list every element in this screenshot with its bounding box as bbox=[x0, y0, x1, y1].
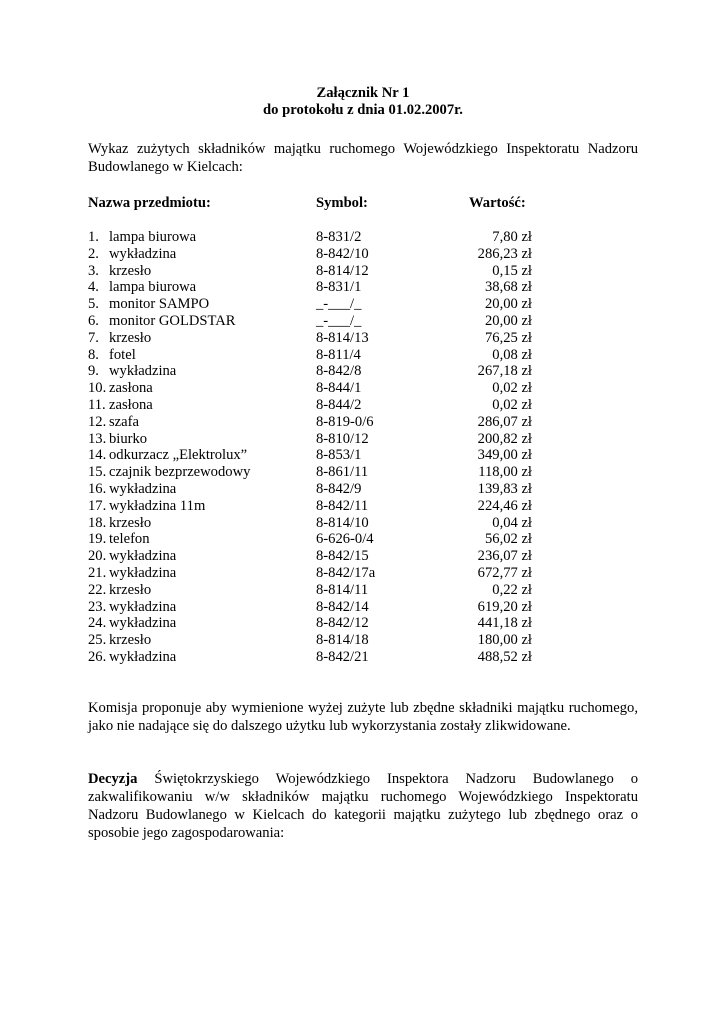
list-item bbox=[88, 246, 638, 263]
item-value: 139,83 zł bbox=[477, 480, 532, 497]
item-number: 9. bbox=[88, 363, 99, 380]
item-name: monitor GOLDSTAR bbox=[109, 312, 236, 329]
item-name: telefon bbox=[109, 531, 150, 548]
item-number: 18. bbox=[88, 514, 107, 531]
item-name: wykładzina 11m bbox=[109, 497, 206, 514]
item-symbol: 8-814/13 bbox=[316, 329, 369, 346]
item-value: 236,07 zł bbox=[477, 548, 532, 565]
item-value: 619,20 zł bbox=[477, 598, 532, 615]
item-value: 672,77 zł bbox=[477, 564, 532, 581]
item-value: 224,46 zł bbox=[477, 497, 532, 514]
item-value: 0,22 zł bbox=[492, 581, 532, 598]
item-value: 0,04 zł bbox=[492, 514, 532, 531]
list-item bbox=[88, 363, 638, 380]
item-value: 76,25 zł bbox=[484, 329, 532, 346]
item-value: 0,02 zł bbox=[492, 396, 532, 413]
title-line-1: Załącznik Nr 1 bbox=[316, 85, 410, 101]
title-line-2: do protokołu z dnia 01.02.2007r. bbox=[263, 102, 463, 118]
item-symbol: 8-811/4 bbox=[316, 346, 361, 363]
item-symbol: 8-842/8 bbox=[316, 363, 362, 380]
closing-paragraph: Komisja proponuje aby wymienione wyżej zużyte lub zbędne składniki majątku ruchomego, jako nie nadające się do dalszego użytku lub wykorzystania zostały zlikwidowane. bbox=[88, 699, 638, 734]
item-number: 3. bbox=[88, 262, 99, 279]
list-item bbox=[88, 565, 638, 582]
list-item bbox=[88, 330, 638, 347]
item-symbol: 8-842/11 bbox=[316, 497, 369, 514]
item-name: monitor SAMPO bbox=[109, 296, 210, 313]
item-value: 267,18 zł bbox=[477, 363, 532, 380]
item-symbol: 8-842/14 bbox=[316, 598, 369, 615]
item-value: 20,00 zł bbox=[484, 296, 532, 313]
list-item bbox=[88, 279, 638, 296]
item-value: 38,68 zł bbox=[484, 279, 532, 296]
item-name: zasłona bbox=[109, 380, 153, 397]
document-page bbox=[88, 85, 638, 842]
list-item bbox=[88, 498, 638, 515]
list-item bbox=[88, 397, 638, 414]
header-symbol: Symbol: bbox=[316, 195, 368, 211]
item-name: krzesło bbox=[109, 329, 152, 346]
item-number: 24. bbox=[88, 615, 107, 632]
intro-paragraph: Wykaz zużytych składników majątku ruchomego Wojewódzkiego Inspektoratu Nadzoru Budowlanego w Kielcach: bbox=[88, 141, 638, 175]
item-symbol: 8-861/11 bbox=[316, 464, 369, 481]
list-item bbox=[88, 615, 638, 632]
item-symbol: _-___/_ bbox=[316, 312, 362, 329]
item-name: wykładzina bbox=[109, 598, 177, 615]
item-number: 6. bbox=[88, 312, 99, 329]
items-list bbox=[88, 229, 638, 666]
list-item bbox=[88, 599, 638, 616]
item-symbol: 8-844/1 bbox=[316, 380, 362, 397]
decision-text: Świętokrzyskiego Wojewódzkiego Inspektora Nadzoru Budowlanego o zakwalifikowaniu w/w składników majątku ruchomego Wojewódzkiego Inspektoratu Nadzoru Budowlanego w Kielcach do kategorii majątku zużytego lub zbędnego oraz o sposobie jego zagospodarowania: bbox=[88, 770, 638, 841]
decision-lead: Decyzja bbox=[88, 770, 138, 787]
item-number: 14. bbox=[88, 447, 107, 464]
item-value: 0,02 zł bbox=[492, 380, 532, 397]
header-name: Nazwa przedmiotu: bbox=[88, 195, 211, 211]
item-name: wykładzina bbox=[109, 363, 177, 380]
item-symbol: 8-844/2 bbox=[316, 396, 362, 413]
item-symbol: 8-819-0/6 bbox=[316, 413, 374, 430]
list-item bbox=[88, 515, 638, 532]
item-name: wykładzina bbox=[109, 480, 177, 497]
list-item bbox=[88, 347, 638, 364]
item-name: krzesło bbox=[109, 632, 152, 649]
item-number: 23. bbox=[88, 598, 107, 615]
item-value: 180,00 zł bbox=[477, 632, 532, 649]
item-number: 11. bbox=[88, 396, 106, 413]
item-symbol: 8-831/1 bbox=[316, 279, 362, 296]
item-value: 286,23 zł bbox=[477, 245, 532, 262]
item-number: 13. bbox=[88, 430, 107, 447]
item-symbol: 8-814/18 bbox=[316, 632, 369, 649]
item-number: 5. bbox=[88, 296, 99, 313]
item-symbol: 8-810/12 bbox=[316, 430, 369, 447]
item-symbol: 8-814/10 bbox=[316, 514, 369, 531]
item-name: wykładzina bbox=[109, 615, 177, 632]
item-value: 441,18 zł bbox=[477, 615, 532, 632]
item-name: wykładzina bbox=[109, 548, 177, 565]
item-name: zasłona bbox=[109, 396, 153, 413]
item-value: 200,82 zł bbox=[477, 430, 532, 447]
item-name: odkurzacz „Elektrolux” bbox=[109, 447, 248, 464]
item-name: krzesło bbox=[109, 262, 152, 279]
item-name: biurko bbox=[109, 430, 148, 447]
item-name: czajnik bezprzewodowy bbox=[109, 464, 251, 481]
item-value: 0,15 zł bbox=[492, 262, 532, 279]
item-number: 21. bbox=[88, 564, 107, 581]
item-symbol: 8-842/21 bbox=[316, 648, 369, 665]
item-number: 15. bbox=[88, 464, 107, 481]
item-number: 7. bbox=[88, 329, 99, 346]
item-number: 12. bbox=[88, 413, 107, 430]
item-value: 118,00 zł bbox=[478, 464, 532, 481]
document-title bbox=[88, 85, 638, 119]
item-number: 2. bbox=[88, 245, 99, 262]
item-name: lampa biurowa bbox=[109, 279, 197, 296]
list-item bbox=[88, 431, 638, 448]
item-number: 22. bbox=[88, 581, 107, 598]
list-item bbox=[88, 313, 638, 330]
list-item bbox=[88, 296, 638, 313]
item-symbol: 8-842/15 bbox=[316, 548, 369, 565]
list-item bbox=[88, 414, 638, 431]
item-symbol: 8-814/12 bbox=[316, 262, 369, 279]
item-name: krzesło bbox=[109, 581, 152, 598]
item-value: 20,00 zł bbox=[484, 312, 532, 329]
list-item bbox=[88, 632, 638, 649]
list-item bbox=[88, 447, 638, 464]
list-item bbox=[88, 229, 638, 246]
list-header bbox=[88, 194, 638, 212]
item-name: wykładzina bbox=[109, 564, 177, 581]
item-symbol: 8-831/2 bbox=[316, 229, 362, 245]
item-number: 19. bbox=[88, 531, 107, 548]
item-symbol: _-___/_ bbox=[316, 296, 362, 313]
item-number: 26. bbox=[88, 648, 107, 665]
item-number: 25. bbox=[88, 632, 107, 649]
item-name: szafa bbox=[109, 413, 139, 430]
item-number: 4. bbox=[88, 279, 99, 296]
item-number: 16. bbox=[88, 480, 107, 497]
item-symbol: 8-842/17a bbox=[316, 564, 376, 581]
item-value: 7,80 zł bbox=[492, 229, 532, 245]
list-item bbox=[88, 548, 638, 565]
item-number: 10. bbox=[88, 380, 107, 397]
item-name: krzesło bbox=[109, 514, 152, 531]
item-symbol: 8-842/12 bbox=[316, 615, 369, 632]
list-item bbox=[88, 649, 638, 666]
list-item bbox=[88, 582, 638, 599]
list-item bbox=[88, 263, 638, 280]
item-name: wykładzina bbox=[109, 648, 177, 665]
item-symbol: 6-626-0/4 bbox=[316, 531, 374, 548]
item-symbol: 8-853/1 bbox=[316, 447, 362, 464]
item-symbol: 8-814/11 bbox=[316, 581, 369, 598]
item-value: 0,08 zł bbox=[492, 346, 532, 363]
item-value: 56,02 zł bbox=[484, 531, 532, 548]
item-name: lampa biurowa bbox=[109, 229, 197, 245]
item-name: wykładzina bbox=[109, 245, 177, 262]
item-symbol: 8-842/9 bbox=[316, 480, 362, 497]
list-item bbox=[88, 531, 638, 548]
item-symbol: 8-842/10 bbox=[316, 245, 369, 262]
item-number: 17. bbox=[88, 497, 107, 514]
decision-paragraph bbox=[88, 770, 638, 842]
list-item bbox=[88, 481, 638, 498]
item-number: 1. bbox=[88, 229, 99, 245]
item-value: 488,52 zł bbox=[477, 648, 532, 665]
item-value: 286,07 zł bbox=[477, 413, 532, 430]
list-item bbox=[88, 464, 638, 481]
list-item bbox=[88, 380, 638, 397]
header-value: Wartość: bbox=[469, 195, 526, 211]
item-value: 349,00 zł bbox=[477, 447, 532, 464]
item-name: fotel bbox=[109, 346, 136, 363]
item-number: 20. bbox=[88, 548, 107, 565]
item-number: 8. bbox=[88, 346, 99, 363]
